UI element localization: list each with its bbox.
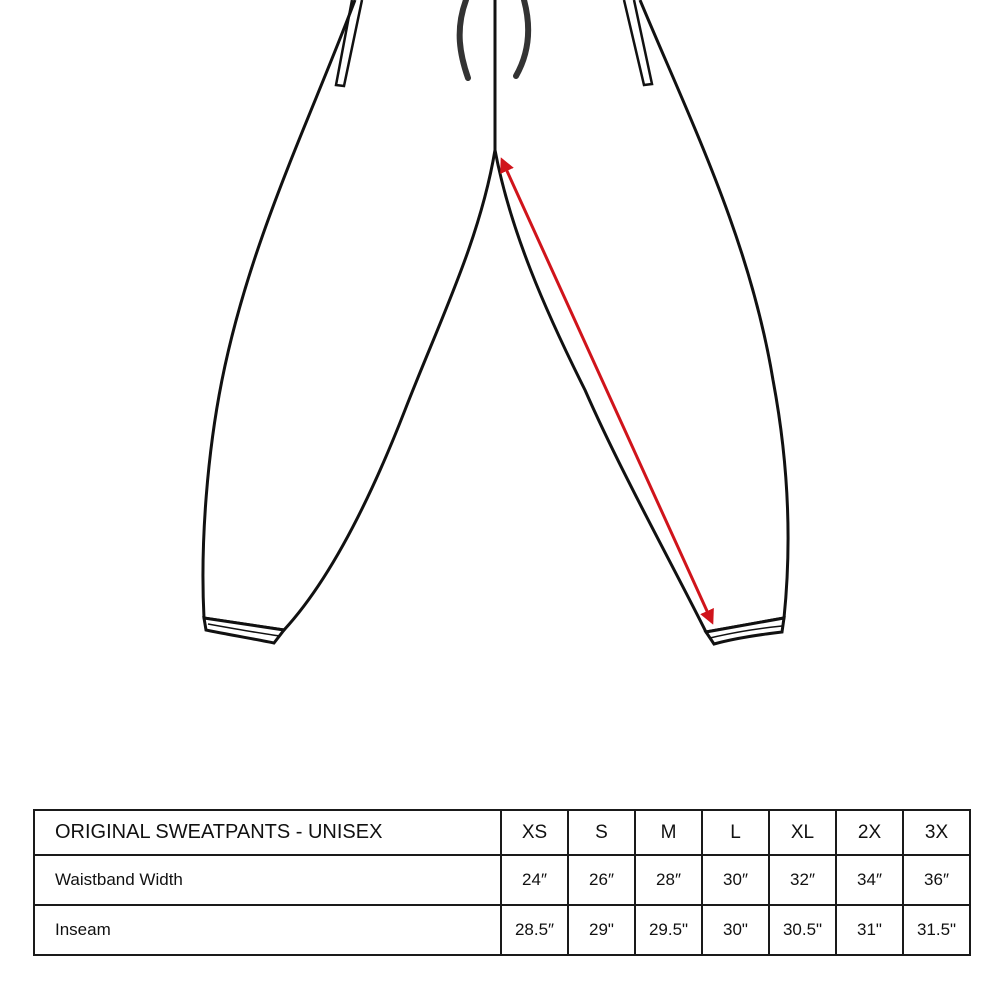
right-leg-outline: [495, 0, 788, 632]
inseam-row: [34, 905, 970, 955]
waistband-width-row: [34, 855, 970, 905]
measurement-cell: 36″: [903, 855, 970, 905]
size-chart-table: [33, 809, 971, 956]
measurement-cell: 28″: [635, 855, 702, 905]
measurement-cell: 31.5": [903, 905, 970, 955]
measurement-cell: 26″: [568, 855, 635, 905]
size-chart-title: ORIGINAL SWEATPANTS - UNISEX: [34, 810, 501, 855]
inseam-measure-arrow: [502, 160, 712, 622]
measurement-cell: 29": [568, 905, 635, 955]
right-pocket: [624, 0, 652, 85]
size-header-row: [34, 810, 970, 855]
measurement-cell: 31": [836, 905, 903, 955]
row-label: Waistband Width: [34, 855, 501, 905]
measurement-cell: 30.5": [769, 905, 836, 955]
measurement-cell: 28.5″: [501, 905, 568, 955]
left-pocket: [336, 0, 362, 86]
size-label: XS: [501, 810, 568, 855]
size-label: XL: [769, 810, 836, 855]
size-label: 3X: [903, 810, 970, 855]
measurement-cell: 30": [702, 905, 769, 955]
measurement-cell: 34″: [836, 855, 903, 905]
size-label: L: [702, 810, 769, 855]
size-label: S: [568, 810, 635, 855]
left-leg-outline: [203, 0, 495, 630]
measurement-cell: 29.5": [635, 905, 702, 955]
measurement-cell: 32″: [769, 855, 836, 905]
drawstring-left: [460, 0, 468, 78]
size-label: 2X: [836, 810, 903, 855]
row-label: Inseam: [34, 905, 501, 955]
drawstring-right: [516, 0, 528, 76]
measurement-cell: 24″: [501, 855, 568, 905]
measurement-cell: 30″: [702, 855, 769, 905]
size-label: M: [635, 810, 702, 855]
